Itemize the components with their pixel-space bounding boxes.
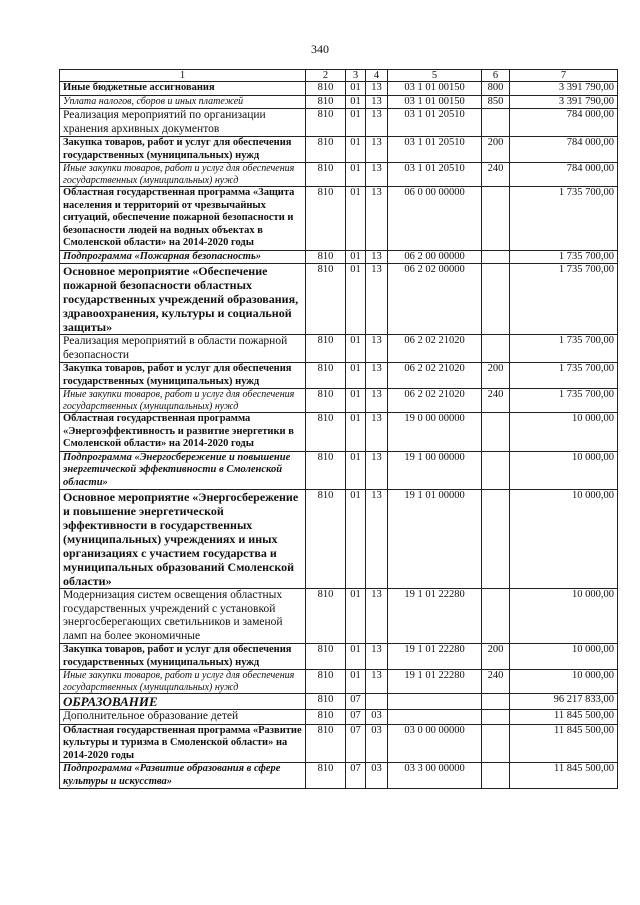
header-cell: 4 <box>366 70 388 82</box>
row-target-article-cell: 19 0 00 00000 <box>388 413 482 452</box>
row-expense-type-cell: 200 <box>482 363 510 389</box>
header-cell: 3 <box>346 70 366 82</box>
row-name-cell: Иные бюджетные ассигнования <box>60 82 306 96</box>
row-section-cell: 01 <box>346 670 366 694</box>
table-row <box>60 250 618 264</box>
row-amount-cell: 10 000,00 <box>510 644 618 670</box>
row-admin-cell: 810 <box>306 670 346 694</box>
row-target-article-cell: 06 2 02 21020 <box>388 335 482 363</box>
row-target-article-cell: 03 1 01 00150 <box>388 95 482 109</box>
row-target-article-cell: 19 1 00 00000 <box>388 451 482 490</box>
row-subsection-cell: 03 <box>366 710 388 725</box>
row-section-cell: 07 <box>346 724 366 763</box>
row-amount-cell: 10 000,00 <box>510 490 618 589</box>
row-admin-cell: 810 <box>306 264 346 335</box>
table-row <box>60 451 618 490</box>
table-row <box>60 694 618 710</box>
row-expense-type-cell: 200 <box>482 644 510 670</box>
row-subsection-cell: 13 <box>366 95 388 109</box>
row-expense-type-cell <box>482 413 510 452</box>
row-admin-cell: 810 <box>306 187 346 251</box>
row-amount-cell: 10 000,00 <box>510 451 618 490</box>
row-amount-cell: 10 000,00 <box>510 589 618 644</box>
row-name-cell: Закупка товаров, работ и услуг для обеспечения государственных (муниципальных) нужд <box>60 137 306 163</box>
row-section-cell: 01 <box>346 490 366 589</box>
row-subsection-cell: 13 <box>366 670 388 694</box>
row-subsection-cell: 13 <box>366 163 388 187</box>
row-subsection-cell: 13 <box>366 389 388 413</box>
row-section-cell: 01 <box>346 451 366 490</box>
row-expense-type-cell <box>482 763 510 789</box>
row-name-cell: Основное мероприятие «Обеспечение пожарной безопасности областных государственных учреждений образования, здравоохранения, культуры и социальной защиты» <box>60 264 306 335</box>
row-admin-cell: 810 <box>306 763 346 789</box>
row-admin-cell: 810 <box>306 109 346 137</box>
row-target-article-cell <box>388 710 482 725</box>
row-name-cell: Подпрограмма «Пожарная безопасность» <box>60 250 306 264</box>
table-row <box>60 82 618 96</box>
row-amount-cell: 3 391 790,00 <box>510 82 618 96</box>
row-expense-type-cell <box>482 724 510 763</box>
row-amount-cell: 784 000,00 <box>510 163 618 187</box>
row-name-cell: Реализация мероприятий в области пожарной безопасности <box>60 335 306 363</box>
row-target-article-cell: 03 1 01 20510 <box>388 163 482 187</box>
row-target-article-cell: 03 0 00 00000 <box>388 724 482 763</box>
row-subsection-cell: 13 <box>366 363 388 389</box>
row-amount-cell: 784 000,00 <box>510 109 618 137</box>
budget-table <box>59 69 618 789</box>
row-expense-type-cell <box>482 335 510 363</box>
row-section-cell: 01 <box>346 187 366 251</box>
row-expense-type-cell: 240 <box>482 670 510 694</box>
table-row <box>60 163 618 187</box>
row-section-cell: 01 <box>346 250 366 264</box>
row-amount-cell: 3 391 790,00 <box>510 95 618 109</box>
row-admin-cell: 810 <box>306 413 346 452</box>
row-name-cell: Закупка товаров, работ и услуг для обеспечения государственных (муниципальных) нужд <box>60 363 306 389</box>
row-section-cell: 01 <box>346 644 366 670</box>
row-amount-cell: 11 845 500,00 <box>510 763 618 789</box>
row-section-cell: 01 <box>346 589 366 644</box>
row-admin-cell: 810 <box>306 589 346 644</box>
row-subsection-cell: 13 <box>366 413 388 452</box>
table-row <box>60 763 618 789</box>
row-expense-type-cell <box>482 187 510 251</box>
header-cell: 7 <box>510 70 618 82</box>
row-amount-cell: 10 000,00 <box>510 670 618 694</box>
table-row <box>60 264 618 335</box>
row-target-article-cell: 19 1 01 22280 <box>388 644 482 670</box>
row-name-cell: Реализация мероприятий по организации хранения архивных документов <box>60 109 306 137</box>
row-name-cell: Основное мероприятие «Энергосбережение и повышение энергетической эффективности в государственных (муниципальных) учреждениях и иных организациях с участием государства и муниципальных образований Смоленской области» <box>60 490 306 589</box>
row-expense-type-cell <box>482 250 510 264</box>
row-expense-type-cell: 240 <box>482 389 510 413</box>
table-row <box>60 389 618 413</box>
table-row <box>60 670 618 694</box>
table-row <box>60 137 618 163</box>
row-section-cell: 01 <box>346 389 366 413</box>
row-name-cell: Иные закупки товаров, работ и услуг для обеспечения государственных (муниципальных) нужд <box>60 389 306 413</box>
row-name-cell: Областная государственная программа «Энергоэффективность и развитие энергетики в Смоленской области» на 2014-2020 годы <box>60 413 306 452</box>
row-section-cell: 01 <box>346 82 366 96</box>
row-section-cell: 07 <box>346 763 366 789</box>
row-name-cell: Иные закупки товаров, работ и услуг для обеспечения государственных (муниципальных) нужд <box>60 670 306 694</box>
header-cell: 5 <box>388 70 482 82</box>
row-amount-cell: 11 845 500,00 <box>510 710 618 725</box>
row-subsection-cell: 13 <box>366 335 388 363</box>
row-admin-cell: 810 <box>306 451 346 490</box>
row-admin-cell: 810 <box>306 389 346 413</box>
row-subsection-cell: 03 <box>366 763 388 789</box>
row-expense-type-cell <box>482 490 510 589</box>
table-row <box>60 724 618 763</box>
row-subsection-cell: 13 <box>366 82 388 96</box>
row-subsection-cell <box>366 694 388 710</box>
row-name-cell: Областная государственная программа «Развитие культуры и туризма в Смоленской области» на 2014-2020 годы <box>60 724 306 763</box>
table-row <box>60 710 618 725</box>
row-subsection-cell: 13 <box>366 451 388 490</box>
row-amount-cell: 1 735 700,00 <box>510 187 618 251</box>
row-name-cell: Подпрограмма «Развитие образования в сфере культуры и искусства» <box>60 763 306 789</box>
row-expense-type-cell <box>482 109 510 137</box>
table-header-row <box>60 70 618 82</box>
table-row <box>60 95 618 109</box>
row-section-cell: 07 <box>346 710 366 725</box>
row-name-cell: Иные закупки товаров, работ и услуг для обеспечения государственных (муниципальных) нужд <box>60 163 306 187</box>
row-admin-cell: 810 <box>306 250 346 264</box>
row-target-article-cell: 06 2 02 21020 <box>388 363 482 389</box>
row-target-article-cell: 06 0 00 00000 <box>388 187 482 251</box>
row-section-cell: 01 <box>346 264 366 335</box>
table-row <box>60 335 618 363</box>
row-admin-cell: 810 <box>306 335 346 363</box>
row-admin-cell: 810 <box>306 82 346 96</box>
row-name-cell: ОБРАЗОВАНИЕ <box>60 694 306 710</box>
table-row <box>60 363 618 389</box>
row-section-cell: 01 <box>346 413 366 452</box>
row-subsection-cell: 13 <box>366 644 388 670</box>
row-expense-type-cell <box>482 264 510 335</box>
table-row <box>60 589 618 644</box>
row-name-cell: Уплата налогов, сборов и иных платежей <box>60 95 306 109</box>
table-row <box>60 490 618 589</box>
row-section-cell: 01 <box>346 335 366 363</box>
row-expense-type-cell <box>482 451 510 490</box>
row-target-article-cell: 03 3 00 00000 <box>388 763 482 789</box>
row-amount-cell: 11 845 500,00 <box>510 724 618 763</box>
row-target-article-cell: 06 2 02 00000 <box>388 264 482 335</box>
row-expense-type-cell <box>482 694 510 710</box>
row-target-article-cell: 03 1 01 20510 <box>388 109 482 137</box>
row-name-cell: Закупка товаров, работ и услуг для обеспечения государственных (муниципальных) нужд <box>60 644 306 670</box>
table-row <box>60 413 618 452</box>
row-amount-cell: 1 735 700,00 <box>510 250 618 264</box>
row-subsection-cell: 13 <box>366 490 388 589</box>
row-admin-cell: 810 <box>306 95 346 109</box>
row-target-article-cell: 03 1 01 20510 <box>388 137 482 163</box>
row-admin-cell: 810 <box>306 710 346 725</box>
row-admin-cell: 810 <box>306 137 346 163</box>
row-target-article-cell: 03 1 01 00150 <box>388 82 482 96</box>
table-row <box>60 644 618 670</box>
row-amount-cell: 96 217 833,00 <box>510 694 618 710</box>
row-subsection-cell: 13 <box>366 187 388 251</box>
header-cell: 6 <box>482 70 510 82</box>
row-expense-type-cell: 200 <box>482 137 510 163</box>
row-admin-cell: 810 <box>306 490 346 589</box>
row-name-cell: Подпрограмма «Энергосбережение и повышение энергетической эффективности в Смоленской области» <box>60 451 306 490</box>
row-expense-type-cell: 850 <box>482 95 510 109</box>
row-admin-cell: 810 <box>306 694 346 710</box>
row-subsection-cell: 13 <box>366 589 388 644</box>
header-cell: 1 <box>60 70 306 82</box>
row-amount-cell: 1 735 700,00 <box>510 264 618 335</box>
row-section-cell: 01 <box>346 363 366 389</box>
row-subsection-cell: 13 <box>366 250 388 264</box>
row-subsection-cell: 13 <box>366 109 388 137</box>
row-subsection-cell: 03 <box>366 724 388 763</box>
header-cell: 2 <box>306 70 346 82</box>
row-amount-cell: 784 000,00 <box>510 137 618 163</box>
table-row <box>60 109 618 137</box>
row-expense-type-cell <box>482 710 510 725</box>
row-name-cell: Дополнительное образование детей <box>60 710 306 725</box>
row-admin-cell: 810 <box>306 644 346 670</box>
row-section-cell: 01 <box>346 95 366 109</box>
row-section-cell: 01 <box>346 163 366 187</box>
row-section-cell: 01 <box>346 109 366 137</box>
row-amount-cell: 10 000,00 <box>510 413 618 452</box>
row-target-article-cell: 06 2 02 21020 <box>388 389 482 413</box>
row-amount-cell: 1 735 700,00 <box>510 363 618 389</box>
row-expense-type-cell: 240 <box>482 163 510 187</box>
row-admin-cell: 810 <box>306 363 346 389</box>
row-name-cell: Модернизация систем освещения областных государственных учреждений с установкой энергосберегающих светильников и заменой ламп на более экономичные <box>60 589 306 644</box>
row-target-article-cell: 19 1 01 22280 <box>388 670 482 694</box>
row-target-article-cell: 06 2 00 00000 <box>388 250 482 264</box>
row-target-article-cell <box>388 694 482 710</box>
row-expense-type-cell: 800 <box>482 82 510 96</box>
row-amount-cell: 1 735 700,00 <box>510 335 618 363</box>
row-target-article-cell: 19 1 01 00000 <box>388 490 482 589</box>
row-name-cell: Областная государственная программа «Защита населения и территорий от чрезвычайных ситуаций, обеспечение пожарной безопасности и безопасности людей на водных объектах в Смоленской области» на 2014-2020 годы <box>60 187 306 251</box>
page-number: 340 <box>311 42 329 56</box>
row-amount-cell: 1 735 700,00 <box>510 389 618 413</box>
row-admin-cell: 810 <box>306 163 346 187</box>
row-subsection-cell: 13 <box>366 137 388 163</box>
table-row <box>60 187 618 251</box>
row-section-cell: 01 <box>346 137 366 163</box>
row-target-article-cell: 19 1 01 22280 <box>388 589 482 644</box>
row-section-cell: 07 <box>346 694 366 710</box>
row-admin-cell: 810 <box>306 724 346 763</box>
row-subsection-cell: 13 <box>366 264 388 335</box>
row-expense-type-cell <box>482 589 510 644</box>
